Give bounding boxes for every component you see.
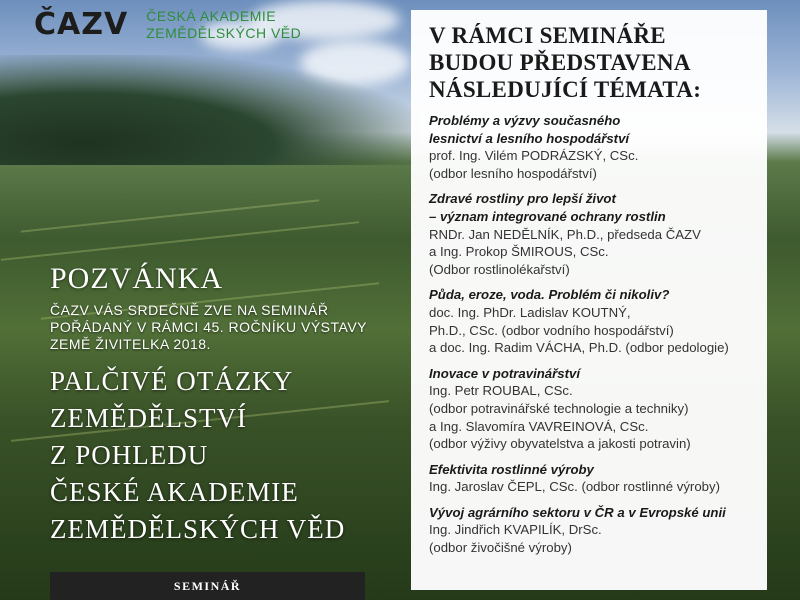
seminar-title-line: ZEMĚDĚLSTVÍ [50,403,247,433]
seminar-title-line: ČESKÉ AKADEMIE [50,477,299,507]
heading-line: BUDOU PŘEDSTAVENA [429,50,691,75]
topic-title: Půda, eroze, voda. Problém či nikoliv? [429,287,670,303]
topic-speaker: RNDr. Jan NEDĚLNÍK, Ph.D., předseda ČAZV [429,226,701,242]
topic-speaker: a Ing. Slavomíra VAVREINOVÁ, CSc. [429,418,649,434]
topic-item [429,504,757,557]
topic-item [429,365,757,453]
invitation-block [50,262,380,548]
topic-department: (odbor výživy obyvatelstva a jakosti potravin) [429,436,691,452]
topic-speaker: doc. Ing. PhDr. Ladislav KOUTNÝ, [429,304,631,320]
topic-title: Problémy a výzvy současného lesnictví a lesního hospodářství [429,113,630,146]
topic-item [429,112,757,182]
logo-name-line1: ČESKÁ AKADEMIE [146,7,277,24]
logo-name-line2: ZEMĚDĚLSKÝCH VĚD [146,24,302,41]
heading-line: V RÁMCI SEMINÁŘE [429,23,666,48]
seminar-title [50,363,380,548]
topic-title: Efektivita rostlinné výroby [429,461,594,477]
logo-mark: ČAZV [34,7,129,42]
topic-speaker: Ing. Jaroslav ČEPL, CSc. (odbor rostlinné výroby) [429,479,720,495]
topic-item [429,286,757,356]
seminar-badge: SEMINÁŘ [50,572,365,600]
topic-department: (odbor potravinářské technologie a techniky) [429,400,689,416]
seminar-title-line: ZEMĚDĚLSKÝCH VĚD [50,514,346,544]
topic-department: (odbor živočišné výroby) [429,540,572,556]
topic-department: (Odbor rostlinolékařství) [429,261,570,277]
topic-speaker: a Ing. Prokop ŠMIROUS, CSc. [429,244,609,260]
topic-title: Inovace v potravinářství [429,365,580,381]
topic-title: Vývoj agrárního sektoru v ČR a v Evropské unii [429,504,726,520]
topic-speaker: Ing. Petr ROUBAL, CSc. [429,383,573,399]
topic-speaker: Ph.D., CSc. (odbor vodního hospodářství) [429,322,674,338]
topic-speaker: prof. Ing. Vilém PODRÁZSKÝ, CSc. [429,148,639,164]
topic-speaker: a doc. Ing. Radim VÁCHA, Ph.D. (odbor pedologie) [429,340,729,356]
topics-heading [429,22,757,103]
topic-title: Zdravé rostliny pro lepší život – význam integrované ochrany rostlin [429,191,666,224]
invitation-title: POZVÁNKA [50,262,223,295]
logo [34,7,301,42]
seminar-title-line: Z POHLEDU [50,440,209,470]
topic-item [429,190,757,278]
topic-item [429,461,757,496]
seminar-title-line: PALČIVÉ OTÁZKY [50,366,294,396]
invitation-text: ČAZV VÁS SRDEČNĚ ZVE NA SEMINÁŘ POŘÁDANÝ V RÁMCI 45. ROČNÍKU VÝSTAVY ZEMĚ ŽIVITELKA 2018. [50,302,367,352]
logo-name [146,8,301,42]
topic-department: (odbor lesního hospodářství) [429,165,597,181]
topic-speaker: Ing. Jindřich KVAPILÍK, DrSc. [429,522,602,538]
heading-line: NÁSLEDUJÍCÍ TÉMATA: [429,77,702,102]
topics-panel [411,10,767,590]
